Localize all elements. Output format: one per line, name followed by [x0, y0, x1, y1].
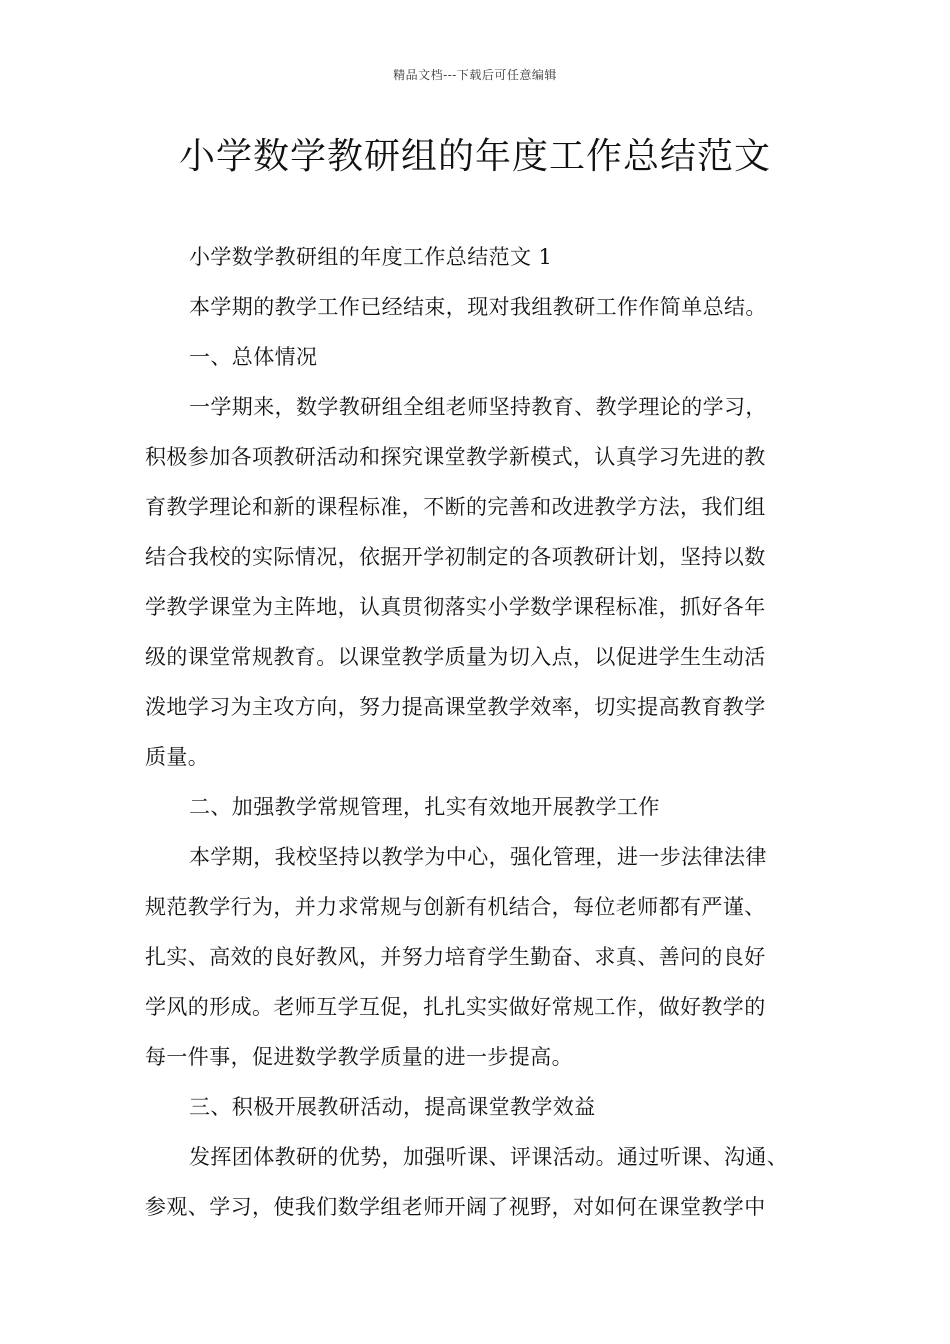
text-line: 二、加强教学常规管理，扎实有效地开展教学工作 — [189, 795, 660, 819]
text-line: 本学期，我校坚持以教学为中心，强化管理，进一步法律法律 — [189, 845, 767, 869]
header-note: 精品文档---下载后可任意编辑 — [393, 68, 557, 82]
text-line: 小学数学教研组的年度工作总结范文 1 — [189, 245, 553, 269]
document-title: 小学数学教研组的年度工作总结范文 — [178, 136, 771, 177]
text-line: 发挥团体教研的优势，加强听课、评课活动。通过听课、沟通、 — [189, 1145, 789, 1169]
text-line: 每一件事，促进数学教学质量的进一步提高。 — [145, 1045, 573, 1069]
text-line: 三、积极开展教研活动，提高课堂教学效益 — [189, 1095, 596, 1119]
text-line: 本学期的教学工作已经结束，现对我组教研工作作简单总结。 — [189, 295, 767, 319]
text-line: 规范教学行为，并力求常规与创新有机结合，每位老师都有严谨、 — [145, 895, 766, 919]
text-line: 一学期来，数学教研组全组老师坚持教育、教学理论的学习， — [189, 395, 767, 419]
text-line: 结合我校的实际情况，依据开学初制定的各项教研计划，坚持以数 — [145, 545, 766, 569]
text-line: 积极参加各项教研活动和探究课堂教学新模式，认真学习先进的教 — [145, 445, 766, 469]
text-line: 扎实、高效的良好教风，并努力培育学生勤奋、求真、善问的良好 — [145, 945, 766, 969]
text-line: 一、总体情况 — [189, 345, 318, 369]
text-line: 泼地学习为主攻方向，努力提高课堂教学效率，切实提高教育教学 — [145, 695, 766, 719]
text-line: 参观、学习，使我们数学组老师开阔了视野，对如何在课堂教学中 — [145, 1195, 766, 1219]
text-line: 质量。 — [145, 745, 210, 769]
text-line: 学教学课堂为主阵地，认真贯彻落实小学数学课程标准，抓好各年 — [145, 595, 766, 619]
text-line: 级的课堂常规教育。以课堂教学质量为切入点，以促进学生生动活 — [145, 645, 766, 669]
document-body — [145, 232, 810, 1232]
text-line: 学风的形成。老师互学互促，扎扎实实做好常规工作，做好教学的 — [145, 995, 766, 1019]
text-line: 育教学理论和新的课程标准，不断的完善和改进教学方法，我们组 — [145, 495, 766, 519]
